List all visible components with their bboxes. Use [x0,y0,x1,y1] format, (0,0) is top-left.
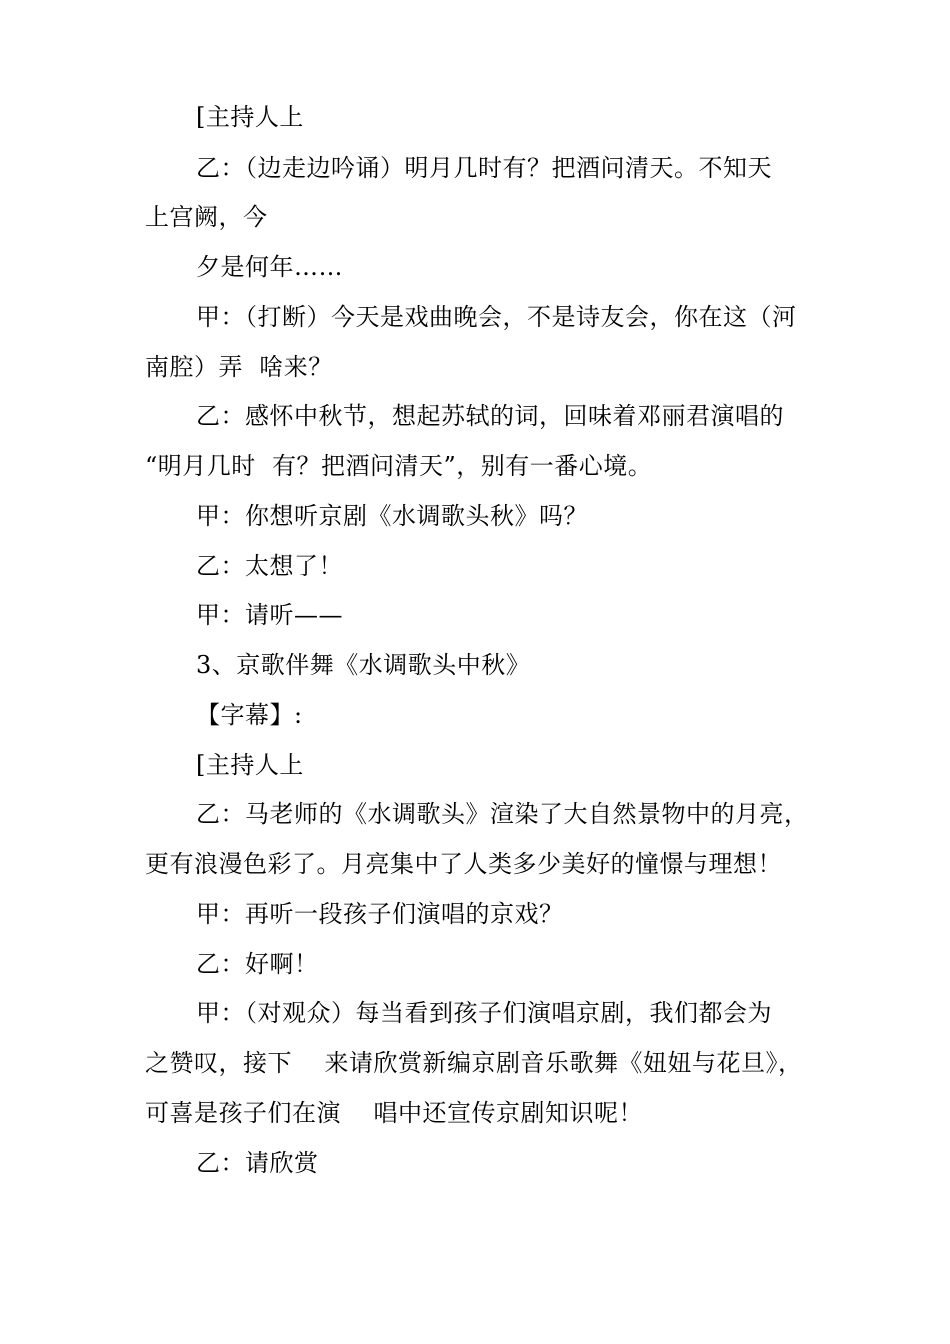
dialogue-continuation: 南腔）弄 啥来？ [145,353,333,381]
dialogue-line: 乙：感怀中秋节，想起苏轼的词，回味着邓丽君演唱的 [196,402,784,430]
dialogue-continuation: 上宫阙，今 [145,203,268,231]
stage-direction: [主持人上 [196,103,304,131]
dialogue-line: 乙：请欣赏 [196,1149,319,1177]
dialogue-line: 乙：马老师的《水调歌头》渲染了大自然景物中的月亮， [196,800,809,828]
dialogue-line: 乙：（边走边吟诵）明月几时有？把酒问清天。不知天 [196,154,772,182]
dialogue-line: 甲：请听—— [196,601,343,629]
dialogue-line: 甲：（对观众）每当看到孩子们演唱京剧，我们都会为 [196,999,772,1027]
dialogue-line: 甲：（打断）今天是戏曲晚会，不是诗友会，你在这（河 [196,303,797,331]
dialogue-continuation: 可喜是孩子们在演 唱中还宣传京剧知识呢！ [145,1099,644,1127]
dialogue-line: 甲：你想听京剧《水调歌头秋》吗？ [196,502,588,530]
stage-direction: [主持人上 [196,751,304,779]
dialogue-continuation: 之赞叹，接下 来请欣赏新编京剧音乐歌舞《妞妞与花旦》， [145,1049,803,1077]
dialogue-line: 夕是何年…… [196,253,343,281]
dialogue-line: 乙：太想了！ [196,552,343,580]
dialogue-line: 乙：好啊！ [196,950,319,978]
caption-label: 【字幕】: [196,701,303,729]
dialogue-line: 甲：再听一段孩子们演唱的京戏？ [196,900,564,928]
dialogue-continuation: 更有浪漫色彩了。月亮集中了人类多少美好的憧憬与理想！ [145,850,782,878]
dialogue-continuation: “明月几时 有？把酒问清天”，别有一番心境。 [145,452,653,480]
program-item-heading: 3、京歌伴舞《水调歌头中秋》 [196,651,531,679]
